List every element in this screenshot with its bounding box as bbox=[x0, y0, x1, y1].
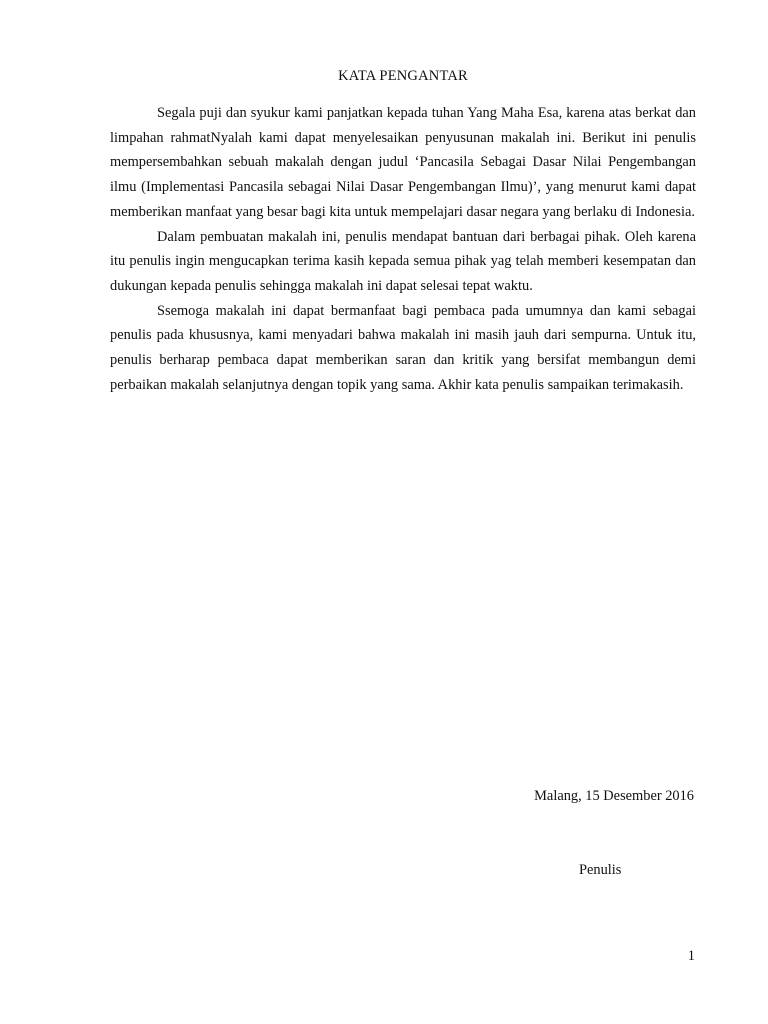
paragraph-2: Dalam pembuatan makalah ini, penulis mendapat bantuan dari berbagai pihak. Oleh karena itu penulis ingin mengucapkan terima kasih kepada semua pihak yag telah memberi kesempatan dan dukungan kepada penulis sehingga makalah ini dapat selesai tepat waktu. bbox=[110, 228, 696, 294]
page-number: 1 bbox=[687, 948, 695, 964]
paragraph-3: Ssemoga makalah ini dapat bermanfaat bagi pembaca pada umumnya dan kami sebagai penulis pada khususnya, kami menyadari bahwa makalah ini masih jauh dari sempurna. Untuk itu, penulis berharap pembaca dapat memberikan saran dan kritik yang bersifat membangun demi perbaikan makalah selanjutnya dengan topik yang sama. Akhir kata penulis sampaikan terimakasih. bbox=[110, 302, 696, 393]
paragraph-1: Segala puji dan syukur kami panjatkan kepada tuhan Yang Maha Esa, karena atas berkat dan limpahan rahmatNyalah kami dapat menyelesaikan penyusunan makalah ini. Berikut ini penulis mempersembahkan sebuah makalah dengan judul ‘Pancasila Sebagai Dasar Nilai Pengembangan ilmu (Implementasi Pancasila sebagai Nilai Dasar Pengembangan Ilmu)’, yang menurut kami dapat memberikan manfaat yang besar bagi kita untuk mempelajari dasar negara yang berlaku di Indonesia. bbox=[110, 105, 696, 220]
signer-name: Penulis bbox=[579, 862, 622, 878]
page-title: KATA PENGANTAR bbox=[338, 68, 468, 84]
place-date: Malang, 15 Desember 2016 bbox=[534, 788, 694, 804]
body-text bbox=[110, 101, 696, 397]
